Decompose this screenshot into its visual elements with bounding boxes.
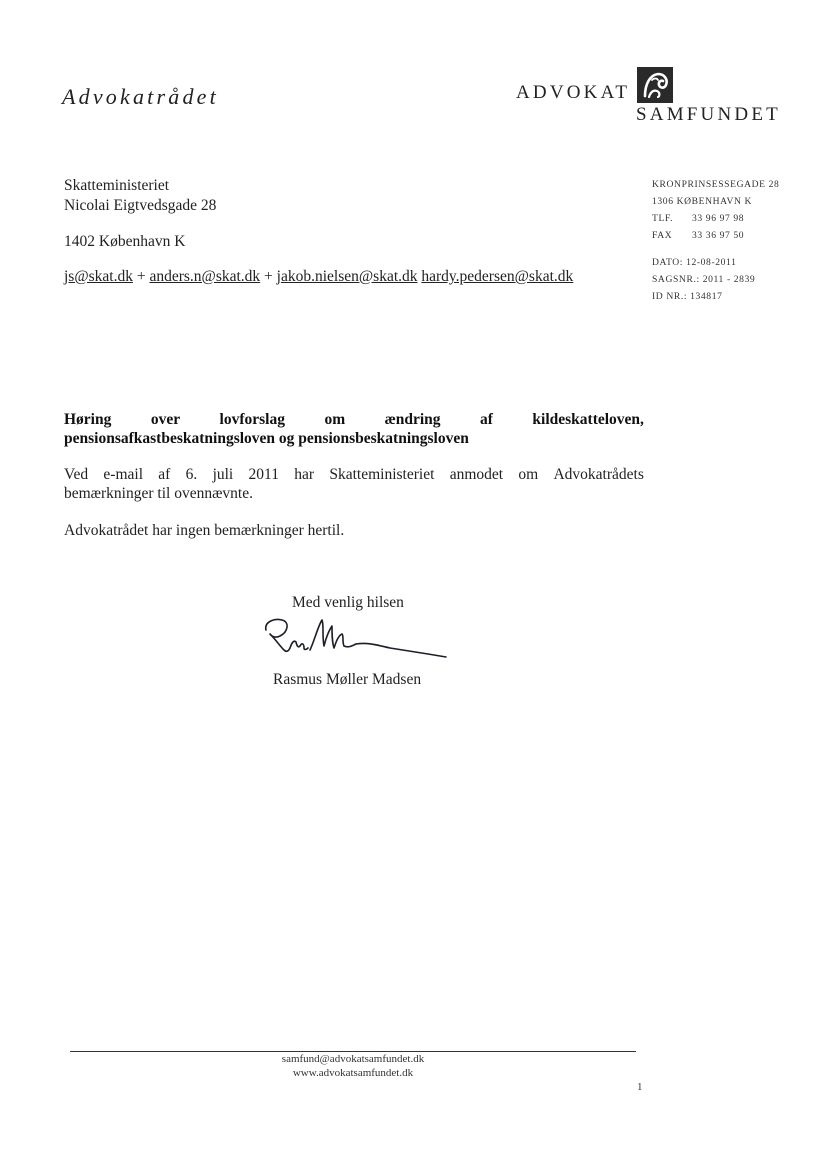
body-paragraph-2: Advokatrådet har ingen bemærkninger hertil. (64, 522, 345, 539)
phone-number: 33 96 97 98 (692, 213, 745, 224)
body-word: af (158, 466, 171, 483)
sender-street: KRONPRINSESSEGADE 28 (652, 179, 780, 190)
footer-divider (70, 1051, 636, 1052)
body-word: om (518, 466, 539, 483)
fax-label: FAX (652, 230, 673, 241)
body-word: e-mail (103, 466, 143, 483)
fax-number: 33 36 97 50 (692, 230, 745, 241)
sender-city: 1306 KØBENHAVN K (652, 196, 753, 207)
email-link-anders[interactable]: anders.n@skat.dk (149, 268, 261, 285)
closing-phrase: Med venlig hilsen (292, 594, 404, 611)
subject-word: ændring (384, 411, 441, 428)
subject-word: Høring (64, 411, 112, 428)
phone-label: TLF. (652, 213, 674, 224)
subject-line-1 (64, 410, 644, 429)
subject-line-2: pensionsafkastbeskatningsloven og pensionsbeskatningsloven (64, 430, 469, 447)
email-link-js[interactable]: js@skat.dk (64, 268, 133, 285)
recipient-city: 1402 København K (64, 233, 186, 250)
footer-website[interactable]: www.advokatsamfundet.dk (292, 1067, 414, 1079)
body-word: har (294, 466, 315, 483)
subject-word: lovforslag (219, 411, 285, 428)
signer-name: Rasmus Møller Madsen (273, 671, 422, 688)
letter-meta-block (652, 254, 755, 305)
letter-date: DATO: 12-08-2011 (652, 257, 737, 268)
body-word: Ved (64, 466, 89, 483)
body-word: anmodet (449, 466, 504, 483)
subject-word: af (480, 411, 493, 428)
body-word: 6. (185, 466, 198, 483)
subject-word: om (324, 411, 346, 428)
emblem-icon (636, 66, 674, 104)
sender-fax-row (652, 227, 779, 244)
sender-address-block (652, 176, 779, 244)
case-number: SAGSNR.: 2011 - 2839 (652, 274, 756, 285)
page-number: 1 (637, 1081, 643, 1093)
recipient-name: Skatteministeriet (64, 177, 170, 194)
paragraph-line (64, 465, 644, 484)
email-link-jakob[interactable]: jakob.nielsen@skat.dk (276, 268, 418, 285)
subject-word: kildeskatteloven, (532, 411, 644, 428)
email-link-hardy[interactable]: hardy.pedersen@skat.dk (421, 268, 574, 285)
body-paragraph-1 (64, 465, 644, 503)
footer-email[interactable]: samfund@advokatsamfundet.dk (281, 1053, 425, 1065)
logo-text-advokat: ADVOKAT (516, 82, 631, 103)
paragraph-line: bemærkninger til ovennævnte. (64, 485, 253, 502)
sender-phone-row (652, 210, 779, 227)
recipient-email-list (64, 268, 573, 286)
body-word: juli (212, 466, 234, 483)
letter-subject (64, 410, 644, 448)
logo-text-samfundet: SAMFUNDET (636, 104, 781, 125)
recipient-street: Nicolai Eigtvedsgade 28 (64, 197, 217, 214)
handwritten-signature (260, 612, 450, 664)
email-separator: + (136, 268, 146, 285)
body-word: 2011 (248, 466, 279, 483)
subject-word: over (150, 411, 181, 428)
body-word: Skatteministeriet (329, 466, 435, 483)
organization-name: Advokatrådet (62, 84, 219, 109)
body-word: Advokatrådets (553, 466, 644, 483)
id-number: ID NR.: 134817 (652, 291, 723, 302)
email-separator: + (264, 268, 273, 285)
